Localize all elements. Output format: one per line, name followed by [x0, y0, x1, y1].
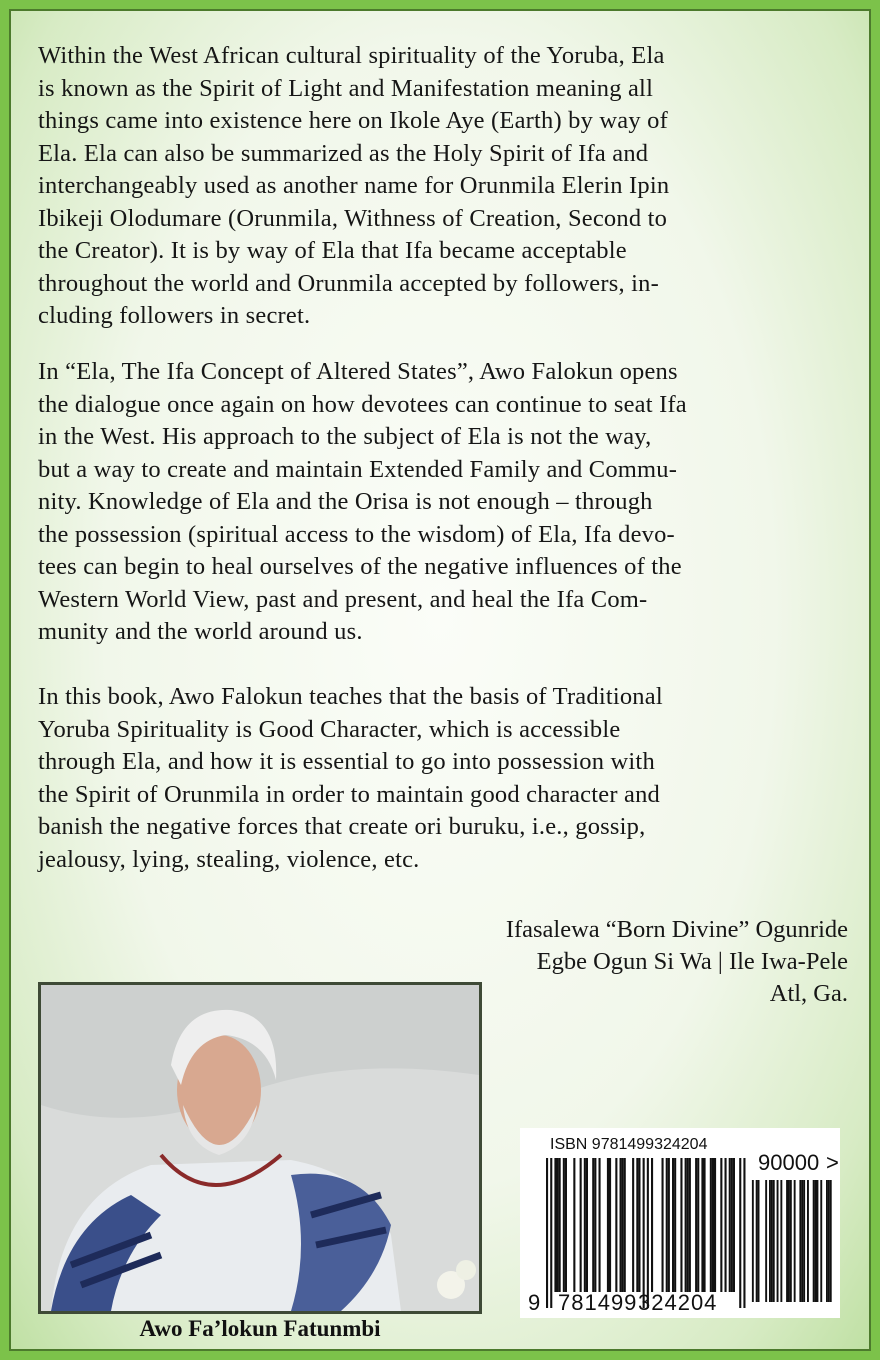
barcode-bar	[620, 1158, 622, 1292]
addon-bar	[817, 1180, 819, 1302]
barcode-bar	[609, 1158, 611, 1292]
barcode-bar	[565, 1158, 567, 1292]
text-line: the Creator). It is by way of Ela that Ifa became acceptable	[38, 237, 627, 264]
barcode-bar	[662, 1158, 664, 1292]
barcode-bar	[624, 1158, 626, 1292]
addon-bar	[786, 1180, 788, 1302]
signature-name: Ifasalewa “Born Divine” Ogunride	[505, 916, 848, 943]
barcode-bar	[643, 1158, 645, 1308]
author-photo	[38, 982, 482, 1314]
barcode-bar	[580, 1158, 582, 1292]
price-arrow: >	[826, 1150, 839, 1175]
barcode-bar	[651, 1158, 653, 1292]
barcode-bar	[594, 1158, 596, 1292]
barcode-bar	[687, 1158, 689, 1292]
barcode-bar	[704, 1158, 706, 1292]
barcode-bar	[554, 1158, 556, 1292]
barcode-bar	[674, 1158, 676, 1292]
text-line: tees can begin to heal ourselves of the negative influences of the	[38, 553, 682, 580]
isbn-barcode	[520, 1128, 840, 1318]
barcode-bar	[725, 1158, 727, 1292]
signature-location: Atl, Ga.	[769, 980, 848, 1007]
author-portrait-image	[41, 985, 479, 1311]
text-line: things came into existence here on Ikole Aye (Earth) by way of	[38, 107, 668, 134]
barcode-bar	[680, 1158, 682, 1292]
photo-caption: Awo Fa’lokun Fatunmbi	[139, 1316, 381, 1341]
barcode-bar	[666, 1158, 668, 1292]
text-line: throughout the world and Orunmila accepted by followers, in-	[38, 269, 659, 297]
addon-bar	[794, 1180, 796, 1302]
addon-bar	[801, 1180, 803, 1302]
barcode-bar	[599, 1158, 601, 1292]
barcode-bar	[739, 1158, 741, 1308]
text-line: the Spirit of Orunmila in order to maintain good character and	[38, 780, 660, 808]
barcode-bar	[546, 1158, 548, 1308]
addon-bar	[813, 1180, 815, 1302]
addon-bar	[803, 1180, 805, 1302]
text-line: cluding followers in secret.	[38, 302, 311, 329]
barcode-bar	[557, 1158, 559, 1292]
barcode-bar	[563, 1158, 565, 1292]
signature-block	[506, 914, 848, 1010]
barcode-left-digits: 781499	[558, 1290, 638, 1315]
addon-bar	[771, 1180, 773, 1302]
barcode-bar	[743, 1158, 745, 1308]
barcode-bar	[647, 1158, 649, 1308]
paragraph-1	[38, 40, 669, 333]
barcode-bar	[607, 1158, 609, 1292]
barcode-bar	[586, 1158, 588, 1292]
addon-bar	[826, 1180, 828, 1302]
barcode-bar	[636, 1158, 638, 1292]
addon-bar	[780, 1180, 782, 1302]
addon-bar	[799, 1180, 801, 1302]
text-line: Yoruba Spirituality is Good Character, which is accessible	[38, 715, 621, 743]
addon-bar	[758, 1180, 760, 1302]
barcode-first-digit: 9	[528, 1290, 541, 1315]
text-line: In “Ela, The Ifa Concept of Altered States”, Awo Falokun opens	[38, 358, 678, 385]
barcode-bar	[668, 1158, 670, 1292]
addon-bar	[752, 1180, 754, 1302]
text-line: jealousy, lying, stealing, violence, etc.	[38, 845, 420, 873]
text-line: nity. Knowledge of Ela and the Orisa is not enough – through	[38, 488, 653, 515]
text-line: banish the negative forces that create ori buruku, i.e., gossip,	[38, 813, 646, 840]
barcode-bar	[672, 1158, 674, 1292]
barcode-bar	[615, 1158, 617, 1292]
text-line: the possession (spiritual access to the wisdom) of Ela, Ifa devo-	[38, 520, 675, 548]
addon-bar	[820, 1180, 822, 1302]
text-line: is known as the Spirit of Light and Manifestation meaning all	[38, 74, 654, 102]
addon-bar	[756, 1180, 758, 1302]
signature-organization: Egbe Ogun Si Wa | Ile Iwa-Pele	[536, 948, 848, 975]
barcode-bar	[729, 1158, 731, 1292]
barcode-bar	[622, 1158, 624, 1292]
isbn-label: ISBN 9781499324204	[550, 1136, 708, 1153]
text-line: in the West. His approach to the subject of Ela is not the way,	[38, 423, 652, 450]
addon-bar	[790, 1180, 792, 1302]
barcode-bar	[710, 1158, 712, 1292]
barcode-bar	[731, 1158, 733, 1292]
addon-bar	[765, 1180, 767, 1302]
text-line: Ela. Ela can also be summarized as the Holy Spirit of Ifa and	[38, 139, 649, 167]
price-code: 90000	[758, 1150, 820, 1175]
text-line: Within the West African cultural spirituality of the Yoruba, Ela	[38, 42, 665, 69]
paragraph-3	[38, 681, 663, 876]
text-line: Ibikeji Olodumare (Orunmila, Withness of Creation, Second to	[38, 204, 668, 232]
barcode-bar	[559, 1158, 561, 1292]
barcode-bar	[550, 1158, 552, 1308]
addon-bar	[815, 1180, 817, 1302]
barcode-bar	[592, 1158, 594, 1292]
barcode-bar	[712, 1158, 714, 1292]
barcode-bar	[689, 1158, 691, 1292]
addon-bar	[830, 1180, 832, 1302]
addon-bar	[777, 1180, 779, 1302]
barcode-right-digits: 324204	[638, 1290, 718, 1315]
addon-bar	[769, 1180, 771, 1302]
text-line: the dialogue once again on how devotees can continue to seat Ifa	[38, 390, 687, 418]
paragraph-2	[38, 356, 687, 649]
barcode-bar	[733, 1158, 735, 1292]
barcode-bar	[720, 1158, 722, 1292]
addon-bar	[828, 1180, 830, 1302]
addon-bar	[807, 1180, 809, 1302]
text-line: In this book, Awo Falokun teaches that the basis of Traditional	[38, 683, 663, 710]
barcode-bar	[701, 1158, 703, 1292]
barcode-bar	[685, 1158, 687, 1292]
text-line: through Ela, and how it is essential to go into possession with	[38, 748, 655, 775]
barcode-bar	[695, 1158, 697, 1292]
text-line: munity and the world around us.	[38, 618, 363, 645]
addon-bar	[773, 1180, 775, 1302]
text-line: Western World View, past and present, and heal the Ifa Com-	[38, 585, 648, 613]
addon-bar	[788, 1180, 790, 1302]
barcode-bar	[638, 1158, 640, 1292]
barcode-bar	[584, 1158, 586, 1292]
text-line: interchangeably used as another name for Orunmila Elerin Ipin	[38, 172, 670, 199]
barcode-bar	[573, 1158, 575, 1292]
text-line: but a way to create and maintain Extended Family and Commu-	[38, 455, 678, 483]
barcode-bar	[632, 1158, 634, 1292]
barcode-bar	[697, 1158, 699, 1292]
barcode-bar	[714, 1158, 716, 1292]
